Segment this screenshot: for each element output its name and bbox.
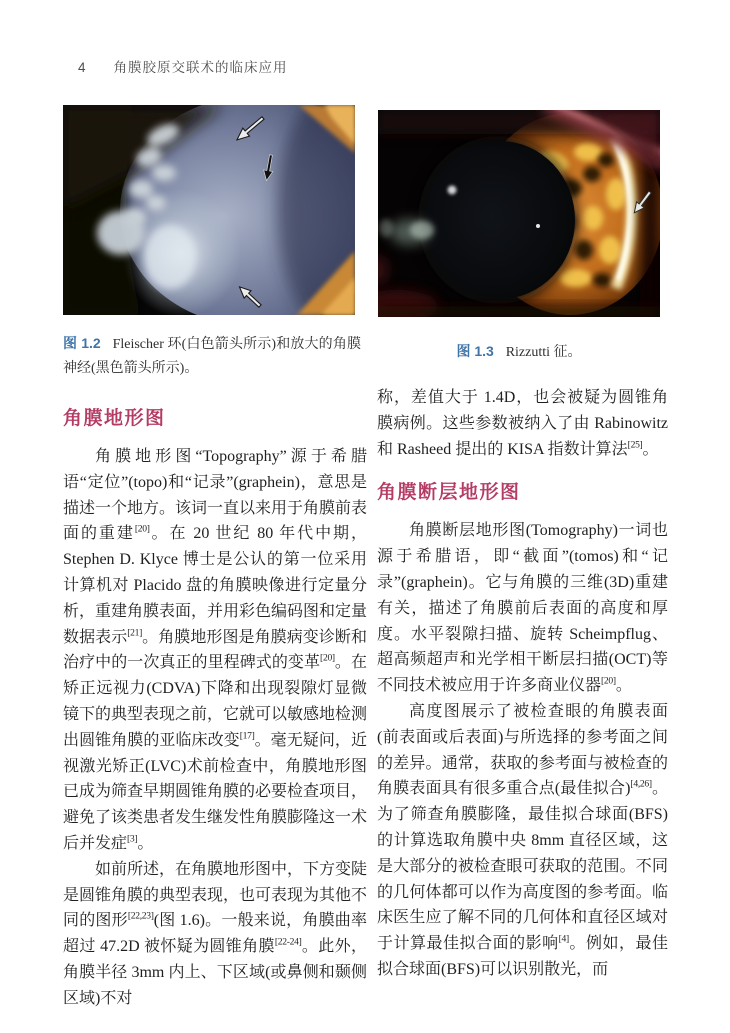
section-heading-tomography: 角膜断层地形图 <box>377 482 521 504</box>
figure-1-2-image <box>63 105 355 315</box>
pupil <box>425 141 575 299</box>
light-reflex-dot <box>448 186 457 195</box>
body-paragraph: 高度图展示了被检查眼的角膜表面(前表面或后表面)与所选择的参考面之间的差异。通常，获取的参考面与被检查的角膜表面具有很多重合点(最佳拟合)[4,26]。为了筛查角膜膨隆，最佳拟合球面(BFS)的计算选取角膜中央 8mm 直径区域，这是大部分的被检查眼可获取的范围。不同的几何体都可以作为高度图的参考面。临床医生应了解不同的几何体和直径区域对于计算最佳拟合面的影响[4]。例如，最佳拟合球面(BFS)可以识别散光，而 <box>377 702 668 978</box>
slit-lamp-photo-fleischer-ring <box>63 105 355 315</box>
running-header <box>78 56 288 76</box>
figure-1-2-label: 图 1.2 <box>63 335 101 351</box>
left-text-column <box>63 403 367 1012</box>
figure-1-3-caption <box>378 339 660 365</box>
slit-lamp-photo-rizzutti-sign <box>378 110 660 317</box>
figure-1-2-caption <box>63 331 361 381</box>
body-paragraph-continuation: 称，差值大于 1.4D，也会被疑为圆锥角膜病例。这些参数被纳入了由 Rabinowitz 和 Rasheed 提出的 KISA 指数计算法[25]。 <box>377 389 668 458</box>
figure-1-3-label: 图 1.3 <box>456 343 494 359</box>
running-title: 角膜胶原交联术的临床应用 <box>113 60 288 75</box>
body-paragraph: 如前所述，在角膜地形图中，下方变陡是圆锥角膜的典型表现，也可表现为其他不同的图形[22,23](图 1.6)。一般来说，角膜曲率超过 47.2D 被怀疑为圆锥角膜[22-24]。此外，角膜半径 3mm 内上、下区域(或鼻侧和颞侧区域)不对 <box>63 860 368 1007</box>
page-number: 4 <box>78 60 87 75</box>
right-text-column <box>377 385 668 983</box>
figure-1-2-caption-text: Fleischer 环(白色箭头所示)和放大的角膜神经(黑色箭头所示)。 <box>63 337 361 376</box>
body-paragraph: 角膜断层地形图(Tomography)一词也源于希腊语，即“截面”(tomos)和“记录”(graphein)。它与角膜的三维(3D)重建有关，描述了角膜前后表面的高度和厚度。水平裂隙扫描、旋转 Scheimpflug、超高频超声和光学相干断层扫描(OCT)等不同技术被应用于许多商业仪器[20]。 <box>377 522 668 695</box>
figure-1-3-caption-text: Rizzutti 征。 <box>505 345 582 360</box>
light-reflection-glow <box>97 211 145 255</box>
section-heading-topography: 角膜地形图 <box>63 408 166 429</box>
body-paragraph: 角膜地形图“Topography”源于希腊语“定位”(topo)和“记录”(graphein)，意思是描述一个地方。该词一直以来用于角膜前表面的重建[20]。在 20 世纪 80 年代中期，Stephen D. Klyce 博士是公认的第一位采用计算机对 Placido 盘的角膜映像进行定量分析，重建角膜表面，并用彩色编码图和定量数据表示[21]。角膜地形图是角膜病变诊断和治疗中的一次真正的里程碑式的变革[20]。在矫正远视力(CDVA)下降和出现裂隙灯显微镜下的典型表现之前，它就可以敏感地检测出圆锥角膜的亚临床改变[17]。毫无疑问，近视激光矫正(LVC)术前检查中，角膜地形图已成为筛查早期圆锥角膜的必要检查项目，避免了该类患者发生继发性角膜膨隆这一术后并发症[3]。 <box>63 448 368 852</box>
figure-1-3-image <box>378 110 660 317</box>
